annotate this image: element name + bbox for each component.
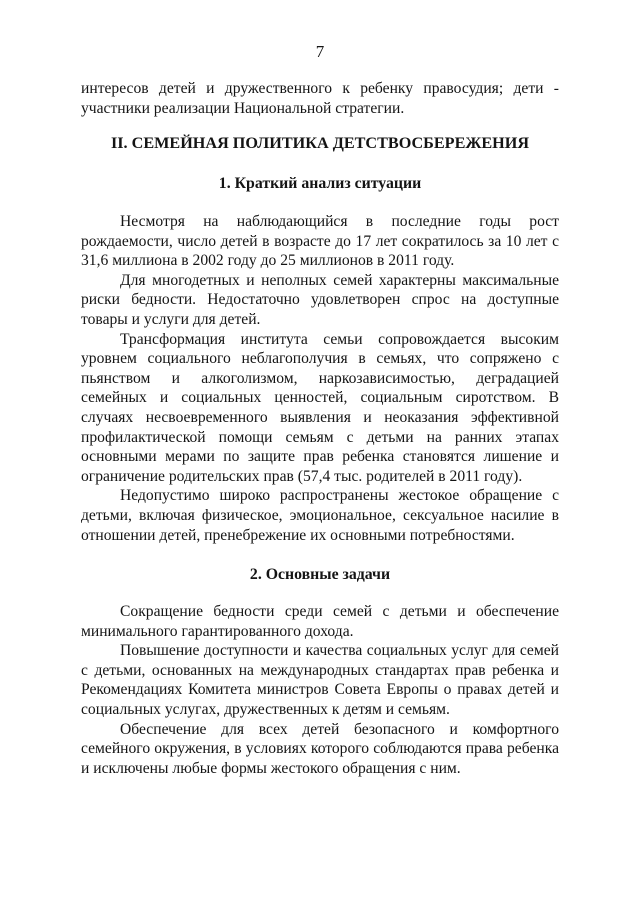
section-title: II. СЕМЕЙНАЯ ПОЛИТИКА ДЕТСТВОСБЕРЕЖЕНИЯ	[110, 134, 530, 152]
paragraph: Несмотря на наблюдающийся в последние годы рост рождаемости, число детей в возрасте до 17 лет сократилось за 10 лет с 31,6 миллиона в 2002 году до 25 миллионов в 2011 году.	[81, 213, 559, 270]
lead-paragraph: интересов детей и дружественного к ребенку правосудия; дети - участники реализации Национальной стратегии.	[81, 80, 559, 117]
subsection-2-body	[81, 602, 559, 778]
page-number: 7	[315, 42, 325, 61]
subsection-1-title: 1. Краткий анализ ситуации	[218, 175, 422, 192]
subsection-2-title: 2. Основные задачи	[249, 566, 391, 583]
subsection-1-body	[81, 212, 559, 545]
paragraph: Обеспечение для всех детей безопасного и комфортного семейного окружения, в условиях которого соблюдаются права ребенка и исключены любые формы жестокого обращения с ним.	[81, 720, 559, 777]
paragraph: Для многодетных и неполных семей характерны максимальные риски бедности. Недостаточно удовлетворен спрос на доступные товары и услуги для детей.	[81, 271, 559, 328]
paragraph: Трансформация института семьи сопровождается высоким уровнем социального неблагополучия в семьях, что сопряжено с пьянством и алкоголизмом, наркозависимостью, деградацией семейных и социальных ценностей, социальным сиротством. В случаях несвоевременного выявления и неоказания эффективной профилактической помощи семьям с детьми на ранних этапах основными мерами по защите прав ребенка становятся лишение и ограничение родительских прав (57,4 тыс. родителей в 2011 году).	[81, 330, 559, 485]
lead-paragraph-block	[81, 79, 559, 118]
paragraph: Недопустимо широко распространены жестокое обращение с детьми, включая физическое, эмоциональное, сексуальное насилие в отношении детей, пренебрежение их основными потребностями.	[81, 487, 559, 544]
paragraph: Сокращение бедности среди семей с детьми и обеспечение минимального гарантированного дохода.	[81, 603, 559, 640]
paragraph: Повышение доступности и качества социальных услуг для семей с детьми, основанных на международных стандартах прав ребенка и Рекомендациях Комитета министров Совета Европы о правах детей и социальных услугах, дружественных к детям и семьям.	[81, 642, 559, 718]
